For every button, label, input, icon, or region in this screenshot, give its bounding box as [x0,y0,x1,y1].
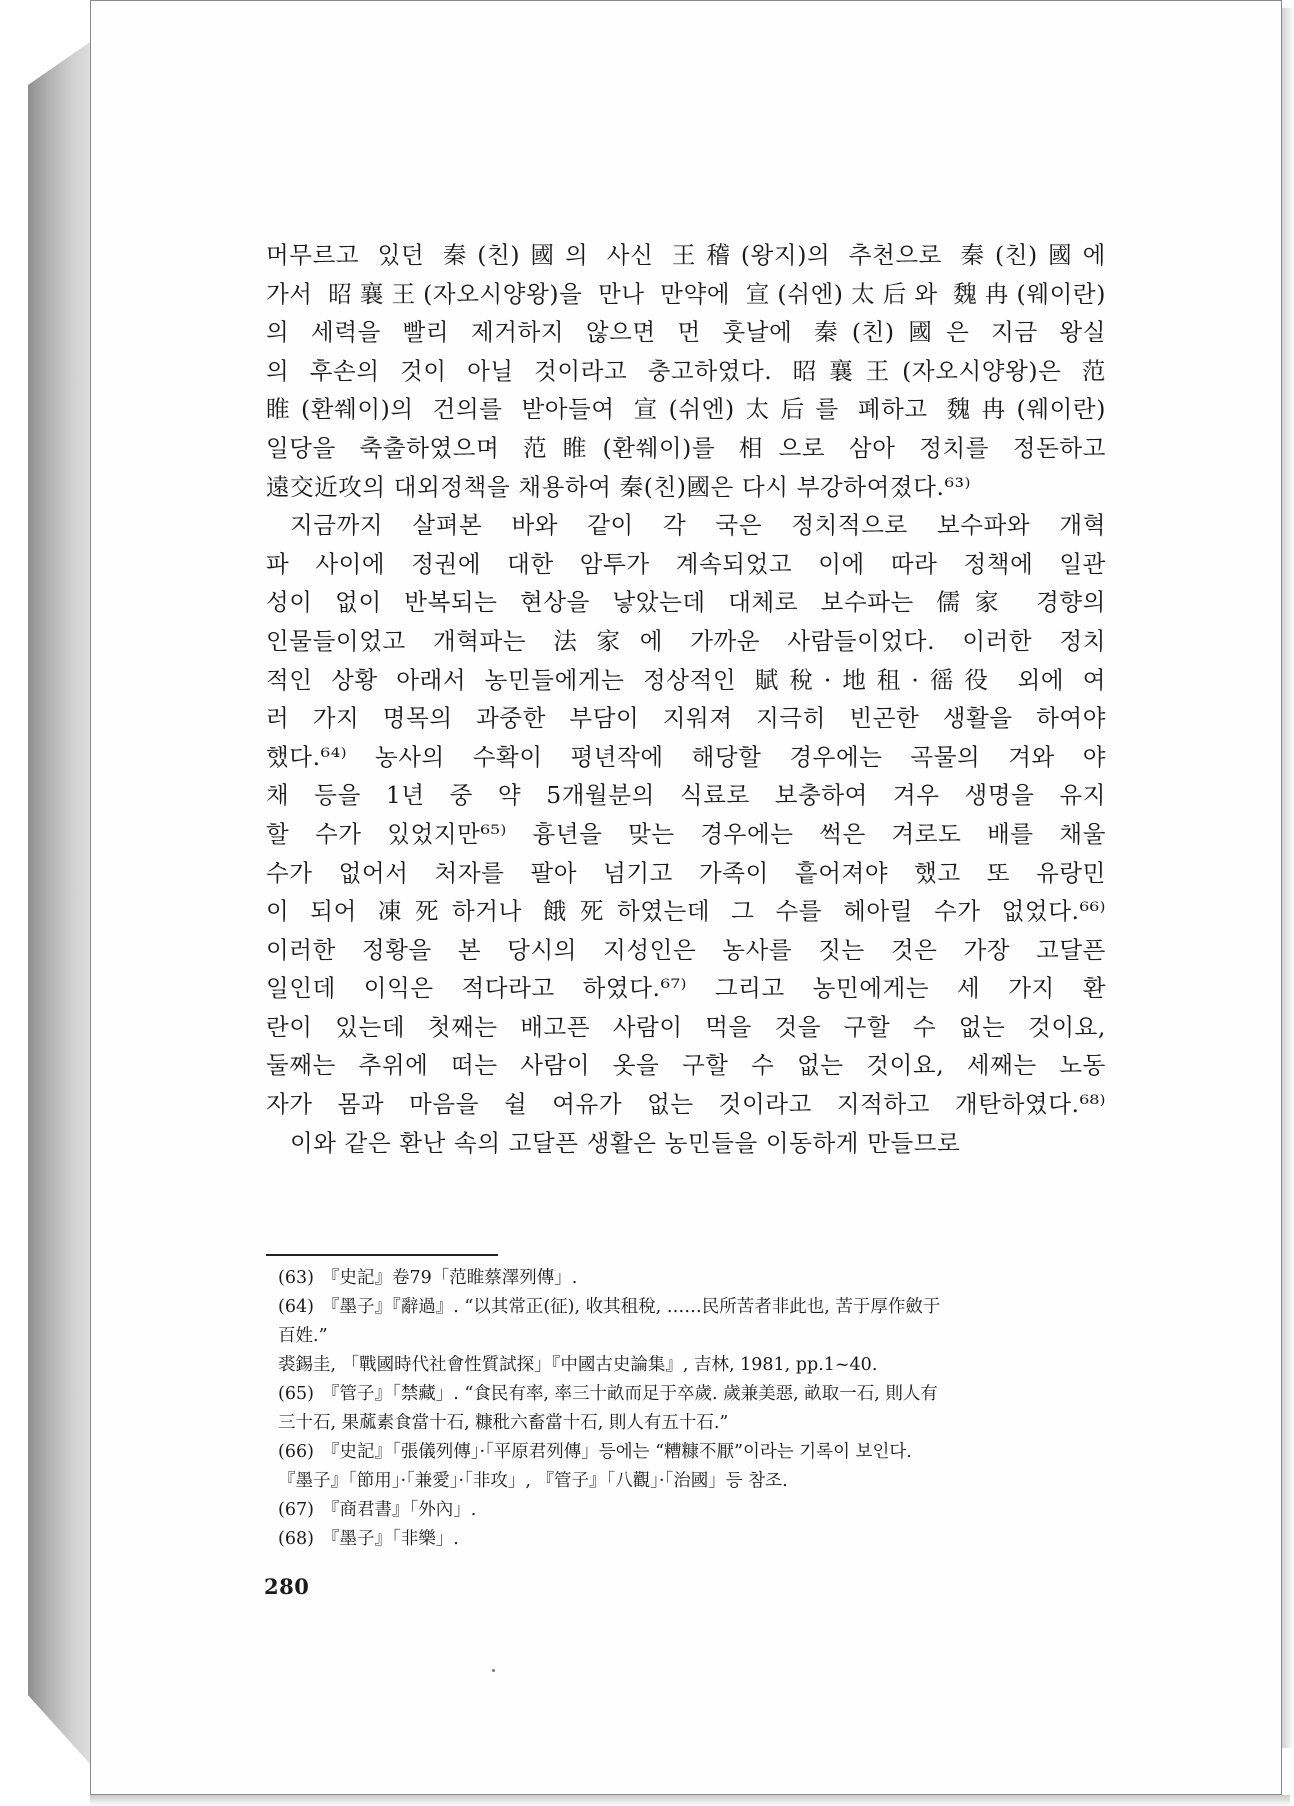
footnote-63 [278,1264,1112,1293]
footnote-text: 『墨子』『辭過』. “以其常正(征), 收其租稅, ……民所苦者非此也, 苦于厚作斂于 [322,1297,941,1317]
body-line [266,468,1106,507]
body-line-text: 이러한 정황을 본 당시의 지성인은 농사를 짓는 것은 가장 고달픈 [266,935,1106,964]
body-line [266,854,1106,893]
body-line-text: 가서 昭襄王(자오시양왕)을 만나 만약에 宣(쉬엔)太后와 魏冉(웨이란) [266,279,1106,308]
footnote-text: 『墨子』「非樂」. [322,1529,459,1549]
body-line [266,1046,1106,1085]
body-line-text: 의 후손의 것이 아닐 것이라고 충고하였다. 昭襄王(자오시양왕)은 范 [266,356,1106,385]
body-line-text: 했다.⁶⁴⁾ 농사의 수확이 평년작에 해당할 경우에는 곡물의 겨와 야 [266,742,1106,771]
footnote-65 [278,1380,1112,1409]
footnote-64-reference: 裘錫圭, 「戰國時代社會性質試探」『中國古史論集』, 吉林, 1981, pp.1~40. [278,1355,878,1375]
body-line [266,352,1106,391]
body-line [266,815,1106,854]
footnote-66-continued: 『墨子』「節用」·「兼愛」·「非攻」, 『管子』「八觀」·「治國」등 참조. [278,1471,788,1491]
body-line-text: 자가 몸과 마음을 쉴 여유가 없는 것이라고 지적하고 개탄하였다.⁶⁸⁾ [266,1090,1106,1119]
body-line-text: 지금까지 살펴본 바와 같이 각 국은 정치적으로 보수파와 개혁 [290,511,1106,540]
body-line-text: 이 되어 凍死하거나 餓死하였는데 그 수를 헤아릴 수가 없었다.⁶⁶⁾ [266,897,1106,926]
footnote-number: (64) [278,1297,314,1317]
body-line [266,738,1106,777]
body-line [266,313,1106,352]
body-line-text: 인물들이었고 개혁파는 法家에 가까운 사람들이었다. 이러한 정치 [266,626,1106,655]
footnote-text: 『管子』「禁藏」. “食民有率, 率三十畝而足于卒歲. 歲兼美惡, 畝取一石, 則人有 [322,1384,938,1404]
footnote-65-continued: 三十石, 果蓏素食當十石, 糠秕六畜當十石, 則人有五十石.” [278,1413,729,1433]
body-line-text: 러 가지 명목의 과중한 부담이 지워져 지극히 빈곤한 생활을 하여야 [266,704,1106,733]
footnote-68 [278,1525,1112,1554]
body-line [266,583,1106,622]
body-line [266,1008,1106,1047]
footnote-number: (67) [278,1500,314,1520]
page-right-shadow [1282,8,1294,1748]
body-line-text: 일당을 축출하였으며 范睢(환쒜이)를 相으로 삼아 정치를 정돈하고 [266,433,1106,462]
footnote-text: 『商君書』「外內」. [322,1500,477,1520]
body-line [266,699,1106,738]
page-bottom-shadow [90,1795,1290,1806]
body-line [266,429,1106,468]
footnote-67 [278,1496,1112,1525]
body-line [266,390,1106,429]
body-line [266,236,1106,275]
footnote-64-continued: 百姓.” [278,1326,328,1346]
book-spine-edge [28,42,90,1764]
footnote-separator [266,1254,498,1256]
footnote-number: (68) [278,1529,314,1549]
body-line [266,1085,1106,1124]
footnote-number: (63) [278,1268,314,1288]
body-line [266,661,1106,700]
body-line-text: 睢(환쒜이)의 건의를 받아들여 宣(쉬엔)太后를 폐하고 魏冉(웨이란) [266,395,1106,424]
body-line-text: 수가 없어서 처자를 팔아 넘기고 가족이 흩어져야 했고 또 유랑민 [266,858,1106,887]
body-line [266,892,1106,931]
body-text [266,236,1106,1162]
body-line-text: 란이 있는데 첫째는 배고픈 사람이 먹을 것을 구할 수 없는 것이요, [266,1012,1106,1041]
body-line-text: 遠交近攻의 대외정책을 채용하여 秦(친)國은 다시 부강하여졌다.⁶³⁾ [266,472,971,501]
body-line-text: 의 세력을 빨리 제거하지 않으면 먼 훗날에 秦(친)國은 지금 왕실 [266,318,1106,347]
footnote-text: 『史記』「張儀列傳」·「平原君列傳」등에는 “糟糠不厭”이라는 기록이 보인다. [322,1442,912,1462]
body-line-text: 이와 같은 환난 속의 고달픈 생활은 농민들을 이동하게 만들므로 [290,1128,961,1157]
footnotes [278,1264,1112,1554]
footnote-number: (65) [278,1384,314,1404]
footnote-number: (66) [278,1442,314,1462]
body-line [266,969,1106,1008]
body-line-text: 성이 없이 반복되는 현상을 낳았는데 대체로 보수파는 儒家 경향의 [266,588,1106,617]
body-line [266,545,1106,584]
body-line [266,1124,1106,1163]
scan-speck [492,1669,495,1672]
body-line-text: 머무르고 있던 秦(친)國의 사신 王稽(왕지)의 추천으로 秦(친)國에 [266,241,1106,269]
body-line [266,776,1106,815]
body-line-text: 적인 상황 아래서 농민들에게는 정상적인 賦稅·地租·徭役 외에 여 [266,665,1106,694]
body-line-text: 채 등을 1년 중 약 5개월분의 식료로 보충하여 겨우 생명을 유지 [266,781,1106,810]
footnote-66 [278,1438,1112,1467]
body-line [266,931,1106,970]
body-line [266,275,1106,314]
body-line-text: 둘째는 추위에 떠는 사람이 옷을 구할 수 없는 것이요, 세째는 노동 [266,1051,1106,1080]
page-number: 280 [264,1574,310,1599]
body-line-text: 일인데 이익은 적다라고 하였다.⁶⁷⁾ 그리고 농민에게는 세 가지 환 [266,974,1106,1003]
footnote-text: 『史記』卷79「范睢蔡澤列傳」. [322,1268,578,1288]
body-line-text: 할 수가 있었지만⁶⁵⁾ 흉년을 맞는 경우에는 썩은 겨로도 배를 채울 [266,819,1106,848]
footnote-64 [278,1293,1112,1322]
body-line [266,506,1106,545]
body-line-text: 파 사이에 정권에 대한 암투가 계속되었고 이에 따라 정책에 일관 [266,549,1106,578]
body-line [266,622,1106,661]
